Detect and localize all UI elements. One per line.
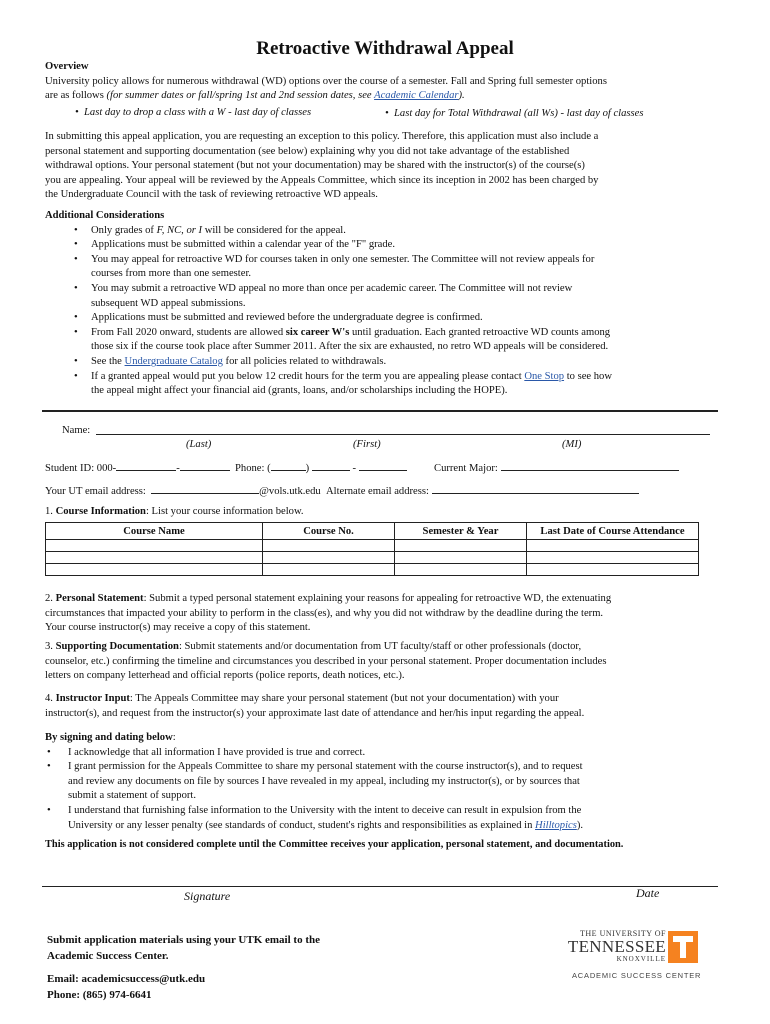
overview-paragraph: [45, 130, 598, 203]
list-item: [45, 760, 745, 804]
current-major-label: Current Major:: [434, 463, 498, 474]
course-info-heading: [45, 505, 304, 520]
table-row: [46, 552, 699, 564]
item-bold: six career W's: [285, 326, 350, 338]
overview-line2-end: ).: [458, 90, 465, 102]
item-text: University or any lesser penalty (see standards of conduct, student's rights and responsibilities as explained in: [68, 819, 536, 831]
bullet-dot: •: [74, 312, 78, 324]
overview-para-line: you are appealing. Your appeal will be reviewed by the Appeals Committee, which since its inception in 2002 has been charged by: [45, 174, 599, 186]
submit-email: Email: academicsuccess@utk.edu: [47, 973, 206, 985]
item-text: I grant permission for the Appeals Committee to share my personal statement with the course instructor(s), and to request: [68, 761, 583, 773]
phone-row: [235, 460, 407, 477]
phone-label: Phone: (: [235, 463, 271, 474]
student-id-label: Student ID: 000-: [45, 463, 117, 474]
list-item: [45, 282, 745, 311]
item-text: I understand that furnishing false information to the University with the intent to deceive can result in expulsion from the: [68, 804, 582, 816]
item-text: If a granted appeal would put you below 12 credit hours for the term you are appealing please contact: [91, 370, 525, 382]
table-row: [46, 540, 699, 552]
hilltopics-link[interactable]: Hilltopics: [535, 819, 577, 831]
course-table: [45, 522, 699, 576]
signing-heading: By signing and dating below: [45, 732, 173, 743]
student-id-field-1[interactable]: [116, 460, 176, 471]
item-text: and review any documents on file by sources I have revealed in my appeal, including my instructor(s), or by sources that: [68, 775, 580, 787]
current-major-field[interactable]: [501, 460, 679, 471]
item-text: until graduation. Each granted retroactive WD counts among: [349, 326, 611, 338]
item-text: those six if the course took place after Summer 2011. After the six are exhausted, no retro WD appeals will be considered.: [91, 341, 609, 353]
instructor-line1: [45, 692, 584, 707]
student-id-dash: -: [176, 463, 180, 474]
column-header-course-no: Course No.: [263, 523, 395, 540]
item-italic: F, NC, or I: [156, 224, 203, 236]
bullet-dot: •: [74, 326, 78, 338]
overview-para-line: the Undergraduate Council with the task of reviewing retroactive WD appeals.: [45, 189, 378, 201]
list-item: [45, 370, 745, 399]
overview-section: [45, 60, 607, 104]
overview-bullet-b: [385, 107, 643, 122]
overview-line2-text: are as follows: [45, 90, 107, 102]
instructor-input-label: Instructor Input: [55, 693, 130, 704]
phone-line-field[interactable]: [359, 460, 407, 471]
logo-line1: THE UNIVERSITY OF: [580, 929, 666, 938]
instructor-text: : The Appeals Committee may share your personal statement (but not your documentation) with your: [129, 693, 559, 704]
section-divider: [42, 410, 718, 412]
student-id-row: [45, 460, 230, 477]
semester-year-cell[interactable]: [395, 540, 527, 552]
item-text: Only grades of: [91, 224, 157, 236]
student-id-field-2[interactable]: [180, 460, 230, 471]
table-row: [46, 564, 699, 576]
last-date-cell[interactable]: [527, 552, 699, 564]
undergraduate-catalog-link[interactable]: Undergraduate Catalog: [124, 355, 223, 367]
bullet-dot: •: [74, 355, 78, 367]
submit-phone: Phone: (865) 974-6641: [47, 989, 152, 1001]
phone-dash: -: [352, 463, 356, 474]
alternate-email-field[interactable]: [432, 483, 639, 494]
section-number: 2.: [45, 593, 53, 604]
logo-line3: KNOXVILLE: [616, 955, 666, 963]
date-caption: Date: [636, 886, 660, 900]
item-text: From Fall 2020 onward, students are allowed: [91, 326, 286, 338]
ut-email-domain: @vols.utk.edu: [259, 486, 321, 497]
middle-initial-caption: (MI): [562, 439, 582, 450]
instructor-input-section: [45, 692, 584, 721]
ut-email-label: Your UT email address:: [45, 486, 146, 497]
academic-calendar-link[interactable]: Academic Calendar: [374, 90, 459, 102]
list-item: [45, 746, 745, 761]
last-date-cell[interactable]: [527, 564, 699, 576]
phone-prefix-field[interactable]: [312, 460, 350, 471]
power-t-icon: [668, 931, 698, 963]
section-number: 1.: [45, 506, 53, 517]
ut-logo: [558, 929, 666, 964]
bullet-dot: •: [74, 282, 78, 294]
overview-line1: University policy allows for numerous withdrawal (WD) options over the course of a semester. Fall and Spring full semester options: [45, 75, 607, 87]
list-item: [45, 311, 745, 326]
additional-section: [45, 209, 745, 399]
bullet-b-text: Last day for Total Withdrawal (all Ws) - last day of classes: [394, 108, 644, 119]
one-stop-link[interactable]: One Stop: [524, 370, 565, 382]
bullet-dot: •: [47, 761, 51, 773]
ut-email-field[interactable]: [151, 483, 259, 494]
last-name-caption: (Last): [186, 439, 212, 450]
course-no-cell[interactable]: [263, 540, 395, 552]
supporting-line3: letters on company letterhead and official reports (police reports, death notices, etc.).: [45, 670, 405, 682]
submit-line2: Academic Success Center.: [47, 950, 169, 962]
course-no-cell[interactable]: [263, 564, 395, 576]
item-text: Applications must be submitted within a calendar year of the "F" grade.: [91, 239, 396, 251]
bullet-dot: •: [47, 804, 51, 816]
overview-para-line: withdrawal options. Your personal statement (but not your documentation) may be shared with the instructor(s) of the course(s): [45, 160, 585, 172]
column-header-last-date: Last Date of Course Attendance: [527, 523, 699, 540]
table-header-row: [46, 523, 699, 540]
section-number: 3.: [45, 641, 53, 652]
signature-caption: Signature: [184, 889, 231, 903]
name-label: Name:: [62, 425, 91, 436]
item-text: submit a statement of support.: [68, 790, 196, 802]
list-item: [45, 326, 745, 355]
supporting-line2: counselor, etc.) confirming the timeline and circumstances you described in your personal statement. Proper documentation includes: [45, 655, 607, 667]
major-row: [434, 460, 679, 477]
completion-notice: This application is not considered complete until the Committee receives your application, personal statement, and documentation.: [45, 839, 624, 850]
course-info-label: Course Information: [55, 506, 146, 517]
course-info-text: : List your course information below.: [145, 506, 304, 517]
bullet-a-text: Last day to drop a class with a W - last day of classes: [84, 107, 312, 118]
list-item: [45, 224, 745, 239]
column-header-semester-year: Semester & Year: [395, 523, 527, 540]
item-text: See the: [91, 355, 125, 367]
bullet-dot: •: [75, 107, 79, 118]
email-row: [45, 483, 639, 500]
bullet-dot: •: [385, 108, 389, 119]
list-item: [45, 238, 745, 253]
item-text: You may submit a retroactive WD appeal no more than once per academic career. The Committee will not review: [91, 282, 573, 294]
list-item: [45, 804, 745, 833]
personal-statement-section: [45, 592, 611, 636]
semester-year-cell[interactable]: [395, 552, 527, 564]
course-name-cell[interactable]: [46, 564, 263, 576]
logo-line2: TENNESSEE: [567, 937, 666, 956]
item-text: ).: [576, 819, 584, 831]
personal-line1: [45, 592, 611, 607]
list-item: [45, 253, 745, 282]
name-field[interactable]: [96, 424, 710, 435]
course-no-cell[interactable]: [263, 552, 395, 564]
bullet-dot: •: [74, 224, 78, 236]
item-text: for all policies related to withdrawals.: [222, 355, 387, 367]
column-header-course-name: Course Name: [46, 523, 263, 540]
overview-para-line: personal statement and supporting documentation (see below) explaining why you did not take advantage of the established: [45, 145, 570, 157]
signing-colon: :: [172, 732, 176, 743]
course-name-cell[interactable]: [46, 540, 263, 552]
item-text: the appeal might affect your financial aid (grants, loans, and/or scholarships including the HOPE).: [91, 385, 508, 397]
phone-paren: ): [305, 463, 310, 474]
personal-text: : Submit a typed personal statement explaining your reasons for appealing for retroactive WD, the extenuating: [143, 593, 612, 604]
overview-bullet-a: [75, 106, 311, 121]
submit-line1: Submit application materials using your UTK email to the: [47, 934, 320, 946]
submit-info: [47, 932, 320, 1003]
logo-line4: ACADEMIC SUCCESS CENTER: [572, 971, 702, 980]
item-text: I acknowledge that all information I have provided is true and correct.: [68, 746, 366, 758]
item-text: You may appeal for retroactive WD for courses taken in only one semester. The Committee will not review appeals for: [91, 253, 595, 265]
bullet-dot: •: [74, 253, 78, 265]
overview-line2-italic: (for summer dates or fall/spring 1st and 2nd session dates, see: [106, 90, 375, 102]
overview-line2: [45, 89, 607, 104]
item-text: courses from more than one semester.: [91, 268, 252, 280]
course-name-cell[interactable]: [46, 552, 263, 564]
first-name-caption: (First): [353, 439, 381, 450]
bullet-dot: •: [74, 370, 78, 382]
last-date-cell[interactable]: [527, 540, 699, 552]
alternate-email-label: Alternate email address:: [325, 486, 429, 497]
signing-section: [45, 731, 745, 833]
supporting-text: : Submit statements and/or documentation from UT faculty/staff or other professionals (doctor,: [178, 641, 582, 652]
list-item: [45, 355, 745, 370]
signature-line[interactable]: [42, 886, 718, 887]
personal-statement-label: Personal Statement: [55, 593, 144, 604]
additional-heading: Additional Considerations: [45, 210, 165, 221]
bullet-dot: •: [47, 746, 51, 758]
item-text: to see how: [564, 370, 613, 382]
supporting-documentation-label: Supporting Documentation: [55, 641, 179, 652]
personal-line3: Your course instructor(s) may receive a copy of this statement.: [45, 622, 311, 634]
overview-heading: Overview: [45, 61, 89, 72]
semester-year-cell[interactable]: [395, 564, 527, 576]
signing-heading-line: [45, 731, 745, 746]
section-number: 4.: [45, 693, 53, 704]
supporting-line1: [45, 640, 606, 655]
overview-para-line: In submitting this appeal application, you are requesting an exception to this policy. Therefore, this application must also include a: [45, 131, 599, 142]
item-text: will be considered for the appeal.: [202, 224, 346, 236]
item-text: Applications must be submitted and reviewed before the undergraduate degree is confirmed.: [91, 312, 483, 324]
supporting-documentation-section: [45, 640, 606, 684]
item-text: subsequent WD appeal submissions.: [91, 297, 246, 309]
personal-line2: circumstances that impacted your ability to perform in the class(es), and why you did not withdraw by the deadline during the term.: [45, 607, 604, 619]
instructor-line2: instructor(s), and request from the instructor(s) your approximate last date of attendance and her/his input regarding the appeal.: [45, 707, 585, 719]
phone-area-code-field[interactable]: [271, 460, 306, 471]
bullet-dot: •: [74, 239, 78, 251]
page-title: Retroactive Withdrawal Appeal: [256, 38, 514, 59]
